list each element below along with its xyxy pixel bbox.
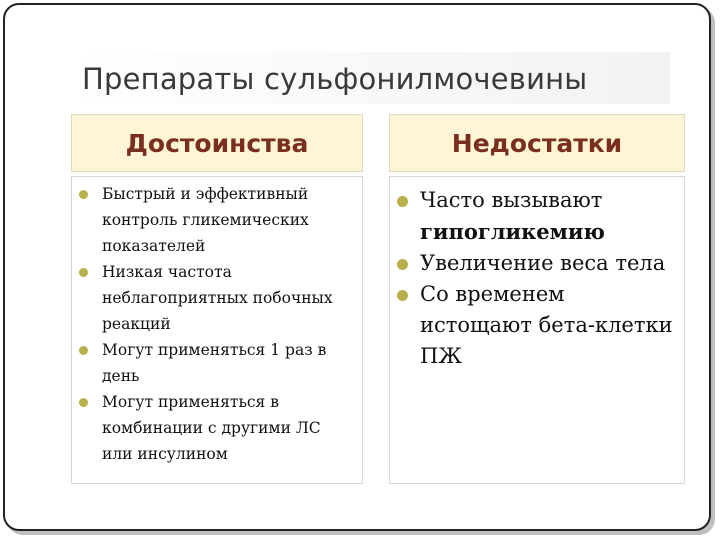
- bullet-icon: [79, 398, 88, 407]
- bullet-icon: [397, 290, 408, 301]
- bullet-icon: [79, 346, 88, 355]
- advantages-item-text: Низкая частота неблагоприятных побочных реакций: [102, 263, 333, 333]
- bullet-icon: [79, 190, 88, 199]
- bullet-icon: [397, 259, 408, 270]
- disadvantages-item: [420, 279, 678, 372]
- disadvantages-item: [420, 185, 678, 248]
- disadvantages-list: [390, 177, 684, 372]
- disadvantages-item-text: Увеличение веса тела: [420, 251, 666, 275]
- disadvantages-item-emphasis: гипогликемию: [420, 219, 605, 244]
- slide-title: Препараты сульфонилмочевины: [82, 62, 588, 96]
- disadvantages-heading: Недостатки: [451, 128, 623, 158]
- advantages-heading: Достоинства: [125, 128, 309, 158]
- advantages-header: [71, 114, 363, 172]
- advantages-item: [102, 181, 356, 259]
- disadvantages-header: [389, 114, 685, 172]
- advantages-item-text: Могут применяться в комбинации с другими ЛС или инсулином: [102, 393, 321, 463]
- advantages-item: [102, 259, 356, 337]
- advantages-list-box: [71, 176, 363, 484]
- advantages-item: [102, 337, 356, 389]
- advantages-item: [102, 389, 356, 467]
- advantages-item-text: Быстрый и эффективный контроль гликемических показателей: [102, 185, 309, 255]
- bullet-icon: [397, 196, 408, 207]
- advantages-item-text: Могут применяться 1 раз в день: [102, 341, 327, 385]
- disadvantages-item: [420, 248, 678, 279]
- disadvantages-list-box: [389, 176, 685, 484]
- disadvantages-item-text: Часто вызывают: [420, 188, 603, 212]
- disadvantages-item-text: Со временем истощают бета-клетки ПЖ: [420, 282, 673, 368]
- bullet-icon: [79, 268, 88, 277]
- advantages-list: [72, 177, 362, 467]
